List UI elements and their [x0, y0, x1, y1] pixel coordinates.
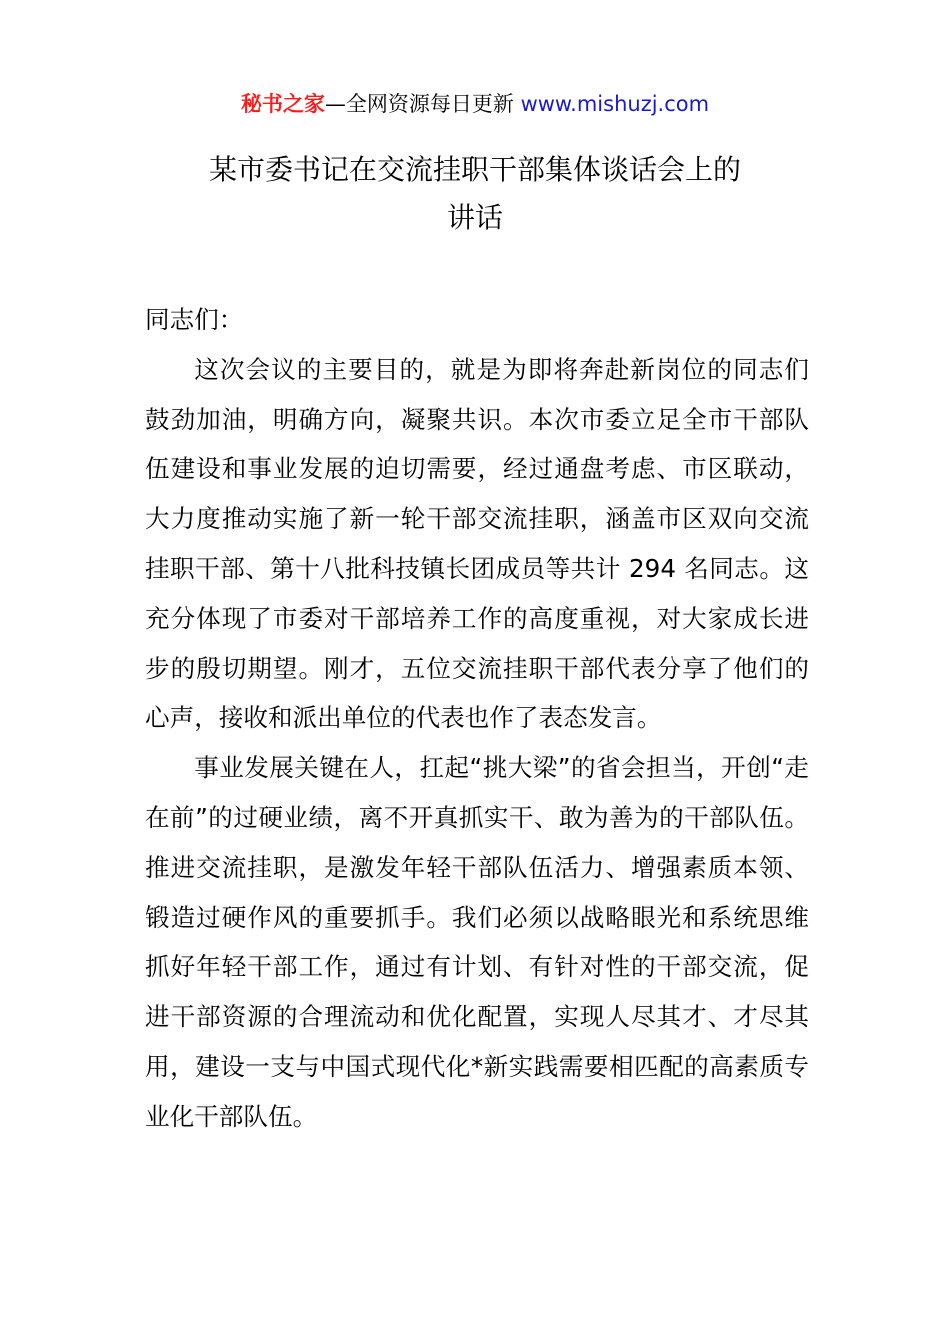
document-title [0, 146, 950, 242]
site-url[interactable]: www.mishuzj.com [520, 92, 710, 116]
brand-name: 秘书之家 [240, 92, 325, 116]
salutation: 同志们： [145, 305, 244, 334]
header-slogan: —全网资源每日更新 [324, 92, 514, 116]
site-header [0, 89, 950, 119]
paragraph-2: 事业发展关键在人，扛起“挑大梁”的省会担当，开创“走在前”的过硬业绩，离不开真抓实干、敢为善为的干部队伍。推进交流挂职，是激发年轻干部队伍活力、增强素质本领、锻造过硬作风的重要抓手。我们必须以战略眼光和系统思维抓好年轻干部工作，通过有计划、有针对性的干部交流，促进干部资源的合理流动和优化配置，实现人尽其才、才尽其用，建设一支与中国式现代化*新实践需要相匹配的高素质专业化干部队伍。 [145, 753, 809, 1131]
document-body [145, 295, 809, 1142]
title-line-2: 讲话 [446, 201, 503, 234]
paragraph-1: 这次会议的主要目的，就是为即将奔赴新岗位的同志们鼓劲加油，明确方向，凝聚共识。本次市委立足全市干部队伍建设和事业发展的迫切需要，经过通盘考虑、市区联动，大力度推动实施了新一轮干部交流挂职，涵盖市区双向交流挂职干部、第十八批科技镇长团成员等共计 294 名同志。这充分体现了市委对干部培养工作的高度重视，对大家成长进步的殷切期望。刚才，五位交流挂职干部代表分享了他们的心声，接收和派出单位的代表也作了表态发言。 [145, 354, 809, 733]
title-line-1: 某市委书记在交流挂职干部集体谈话会上的 [208, 153, 741, 186]
